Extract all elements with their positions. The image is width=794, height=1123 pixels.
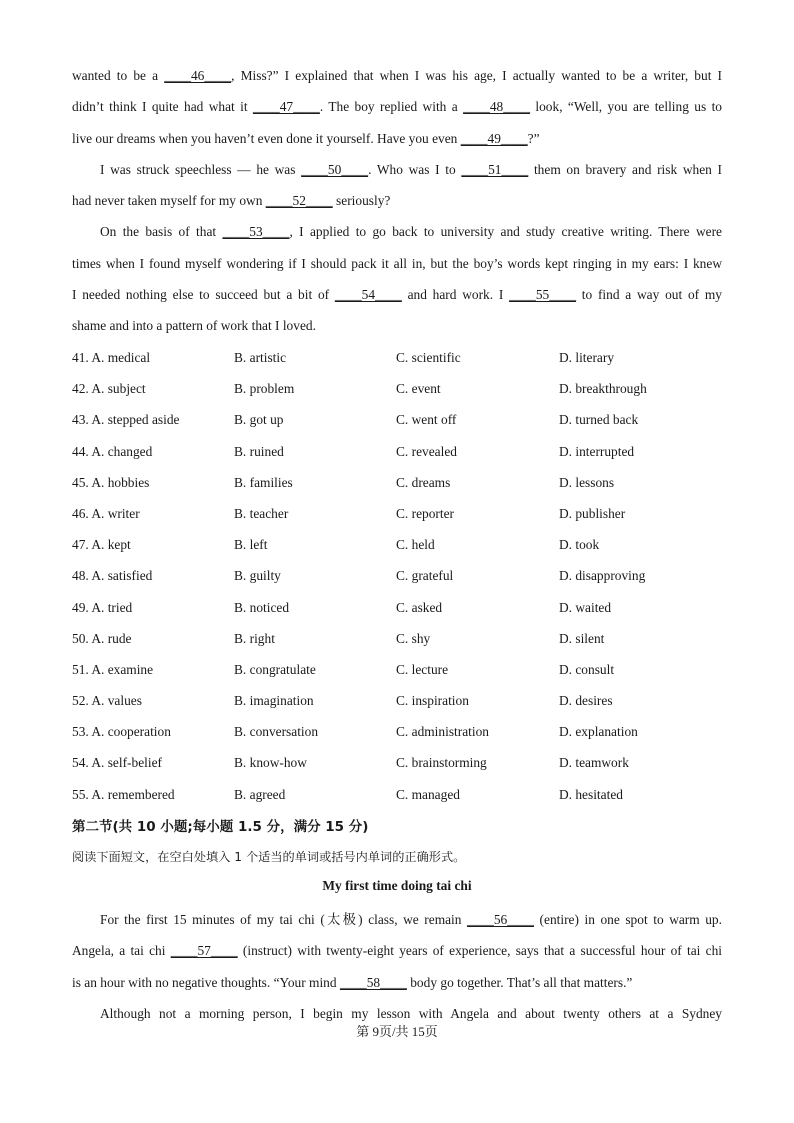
passage-text: I was struck speechless — he was: [100, 161, 302, 177]
option-row: [72, 404, 722, 435]
option-row: [72, 342, 722, 373]
option-choice: D. took: [559, 537, 600, 553]
answer-blank[interactable]: ____56____: [467, 912, 534, 927]
answer-blank[interactable]: ____53____: [222, 224, 290, 240]
option-choice: 55. A. remembered: [72, 786, 175, 802]
answer-blank[interactable]: ____47____: [252, 99, 320, 115]
option-choice: B. agreed: [234, 786, 286, 802]
option-choice: C. event: [396, 381, 441, 397]
passage-text: shame and into a pattern of work that I loved.: [72, 318, 316, 334]
option-row: [72, 436, 722, 467]
option-choice: B. left: [234, 537, 268, 553]
passage-text: . The boy replied with a: [319, 99, 464, 115]
passage-line: [72, 967, 722, 998]
option-choice: 47. A. kept: [72, 537, 131, 553]
answer-blank[interactable]: ____51____: [461, 161, 529, 177]
option-choice: C. lecture: [396, 661, 449, 677]
passage-part-1: [72, 60, 722, 342]
passage-line: [72, 904, 722, 935]
answer-blank[interactable]: ____48____: [463, 99, 531, 115]
passage-text: body go together. That’s all that matters.”: [406, 974, 633, 990]
passage-text: wanted to be a: [72, 68, 165, 83]
option-choice: B. guilty: [234, 568, 281, 584]
option-row: [72, 685, 722, 716]
option-choice: 51. A. examine: [72, 661, 154, 677]
passage-text: For the first 15 minutes of my tai chi (太极) class, we remain: [100, 912, 468, 927]
option-row: [72, 592, 722, 623]
option-choice: B. know-how: [234, 755, 307, 771]
passage-text: had never taken myself for my own: [72, 193, 266, 209]
option-choice: D. desires: [559, 693, 613, 709]
option-choice: C. grateful: [396, 568, 454, 584]
option-choice: 49. A. tried: [72, 599, 133, 615]
passage-text: look, “Well, you are telling us to: [530, 99, 722, 115]
option-row: [72, 560, 722, 591]
option-choice: C. inspiration: [396, 693, 469, 709]
option-choice: D. hesitated: [559, 786, 623, 802]
option-choice: 45. A. hobbies: [72, 474, 150, 490]
option-choice: C. went off: [396, 412, 457, 428]
option-choice: B. right: [234, 630, 275, 646]
option-choice: B. teacher: [234, 505, 289, 521]
option-row: [72, 467, 722, 498]
option-row: [72, 779, 722, 810]
section-instruction: 阅读下面短文，在空白处填入 1 个适当的单词或括号内单词的正确形式。: [72, 850, 466, 864]
option-choice: C. revealed: [396, 443, 457, 459]
passage-text: seriously?: [332, 193, 391, 209]
passage-line: [72, 91, 722, 122]
answer-blank[interactable]: ____57____: [170, 943, 238, 959]
passage-text: is an hour with no negative thoughts. “Your mind: [72, 974, 340, 990]
passage-line: [72, 123, 722, 154]
passage-text: . Who was I to: [368, 161, 462, 177]
option-choice: 46. A. writer: [72, 505, 140, 521]
option-choice: 48. A. satisfied: [72, 568, 153, 584]
passage-text: them on bravery and risk when I: [528, 161, 722, 177]
option-choice: 50. A. rude: [72, 630, 132, 646]
option-choice: D. consult: [559, 661, 615, 677]
option-choice: 52. A. values: [72, 693, 142, 709]
option-choice: B. noticed: [234, 599, 290, 615]
option-choice: C. reporter: [396, 505, 455, 521]
option-choice: 42. A. subject: [72, 381, 146, 397]
option-choice: C. scientific: [396, 350, 461, 365]
page-footer: 第 9页/共 15页: [356, 1024, 438, 1039]
option-row: [72, 498, 722, 529]
passage-text: Although not a morning person, I begin my lesson with Angela and about twenty others at a Sydney: [100, 1005, 722, 1021]
passage-text: I needed nothing else to succeed but a bit of: [72, 287, 335, 303]
option-row: [72, 654, 722, 685]
passage-text: to find a way out of my: [576, 287, 722, 303]
option-choice: D. interrupted: [559, 443, 635, 459]
option-choice: 43. A. stepped aside: [72, 412, 180, 428]
option-row: [72, 747, 722, 778]
option-choice: C. dreams: [396, 474, 451, 490]
option-choice: C. asked: [396, 599, 443, 615]
answer-blank[interactable]: ____46____: [164, 68, 232, 83]
passage-text: live our dreams when you haven’t even done it yourself. Have you even: [72, 130, 461, 146]
answer-blank[interactable]: ____50____: [301, 161, 369, 177]
answer-blank[interactable]: ____49____: [460, 130, 528, 146]
option-row: [72, 529, 722, 560]
passage-line: [72, 60, 722, 91]
passage-line: [72, 185, 722, 216]
answer-blank[interactable]: ____54____: [334, 287, 402, 303]
passage-text: On the basis of that: [100, 224, 223, 240]
option-choice: D. publisher: [559, 505, 626, 521]
answer-options-table: [72, 342, 722, 810]
passage-text: (instruct) with twenty-eight years of experience, says that a successful hour of tai chi: [237, 943, 723, 959]
option-choice: D. turned back: [559, 412, 639, 428]
passage-text: and hard work. I: [401, 287, 510, 303]
option-choice: 41. A. medical: [72, 350, 151, 365]
option-choice: B. problem: [234, 381, 295, 397]
passage-text: didn’t think I quite had what it: [72, 99, 253, 115]
option-choice: D. disapproving: [559, 568, 646, 584]
option-choice: B. congratulate: [234, 661, 316, 677]
option-choice: D. teamwork: [559, 755, 629, 771]
passage-title: My first time doing tai chi: [322, 878, 472, 893]
section-heading: 第二节(共 10 小题;每小题 1.5 分，满分 15 分): [72, 819, 369, 835]
option-choice: D. literary: [559, 350, 615, 365]
option-choice: B. artistic: [234, 350, 287, 365]
option-choice: C. brainstorming: [396, 755, 487, 771]
option-choice: C. held: [396, 537, 435, 553]
passage-text: , I applied to go back to university and study creative writing. There were: [289, 224, 722, 240]
option-row: [72, 623, 722, 654]
option-row: [72, 373, 722, 404]
option-choice: 54. A. self-belief: [72, 755, 162, 771]
passage-line: [72, 216, 722, 247]
answer-blank[interactable]: ____58____: [339, 974, 407, 990]
option-choice: D. breakthrough: [559, 381, 647, 397]
passage-line: [72, 279, 722, 310]
option-choice: C. administration: [396, 724, 489, 740]
option-choice: 44. A. changed: [72, 443, 153, 459]
option-choice: D. lessons: [559, 474, 615, 490]
answer-blank[interactable]: ____55____: [509, 287, 577, 303]
option-choice: B. imagination: [234, 693, 314, 709]
option-choice: D. silent: [559, 630, 605, 646]
passage-text: , Miss?” I explained that when I was his age, I actually wanted to be a writer, but I: [231, 68, 723, 83]
passage-line: [72, 154, 722, 185]
option-choice: B. ruined: [234, 443, 284, 459]
passage-text: Angela, a tai chi: [72, 943, 171, 959]
option-choice: 53. A. cooperation: [72, 724, 171, 740]
option-choice: B. conversation: [234, 724, 319, 740]
answer-blank[interactable]: ____52____: [265, 193, 333, 209]
passage-text: ?”: [527, 130, 540, 146]
option-choice: C. managed: [396, 786, 460, 802]
option-choice: D. waited: [559, 599, 612, 615]
passage-line: [72, 310, 722, 341]
passage-text: (entire) in one spot to warm up.: [533, 912, 722, 927]
option-row: [72, 716, 722, 747]
option-choice: C. shy: [396, 630, 431, 646]
passage-text: times when I found myself wondering if I should pack it all in, but the boy’s words kept ringing in my ears: I knew: [72, 255, 722, 271]
option-choice: B. families: [234, 474, 293, 490]
passage-part-2: [72, 904, 722, 1029]
passage-line: [72, 935, 722, 966]
option-choice: B. got up: [234, 412, 284, 428]
passage-line: [72, 248, 722, 279]
option-choice: D. explanation: [559, 724, 638, 740]
